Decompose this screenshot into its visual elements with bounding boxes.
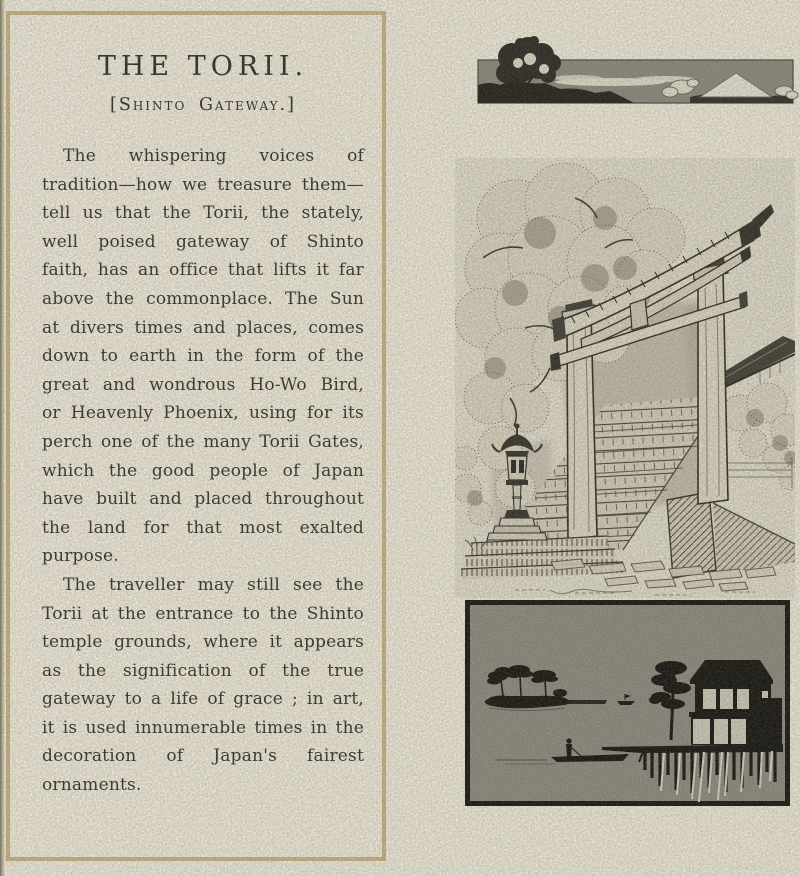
text-panel: [6, 11, 386, 861]
paragraph-2: The traveller may still see the Torii at the entrance to the Shinto temple grounds, where it appears as the signification of the true gateway to a life of grace ; in art, it is used innumerable times in the decoration of Japan's fairest ornaments.: [42, 574, 364, 796]
page-title: THE TORII.: [97, 51, 309, 82]
paragraph-1: The whispering voices of tradition—how we treasure them—tell us that the Torii, the stately, well poised gateway of Shinto faith, has an office that lifts it far above the commonplace. The Sun at divers times and places, comes down to earth in the form of the great and wondrous Ho-Wo Bird, or Heavenly Phoenix, using for its perch one of the many Torii Gates, which the good people of Japan have built and placed throughout the land for that most exalted purpose.: [42, 146, 364, 567]
landscape-strip: [478, 36, 798, 103]
page-subtitle: [Shinto Gateway.]: [110, 95, 296, 115]
lake-illustration: [465, 600, 790, 806]
header-vignette-illustration: [460, 35, 800, 110]
scan-edge: [0, 0, 5, 876]
torii-illustration: [455, 158, 795, 598]
